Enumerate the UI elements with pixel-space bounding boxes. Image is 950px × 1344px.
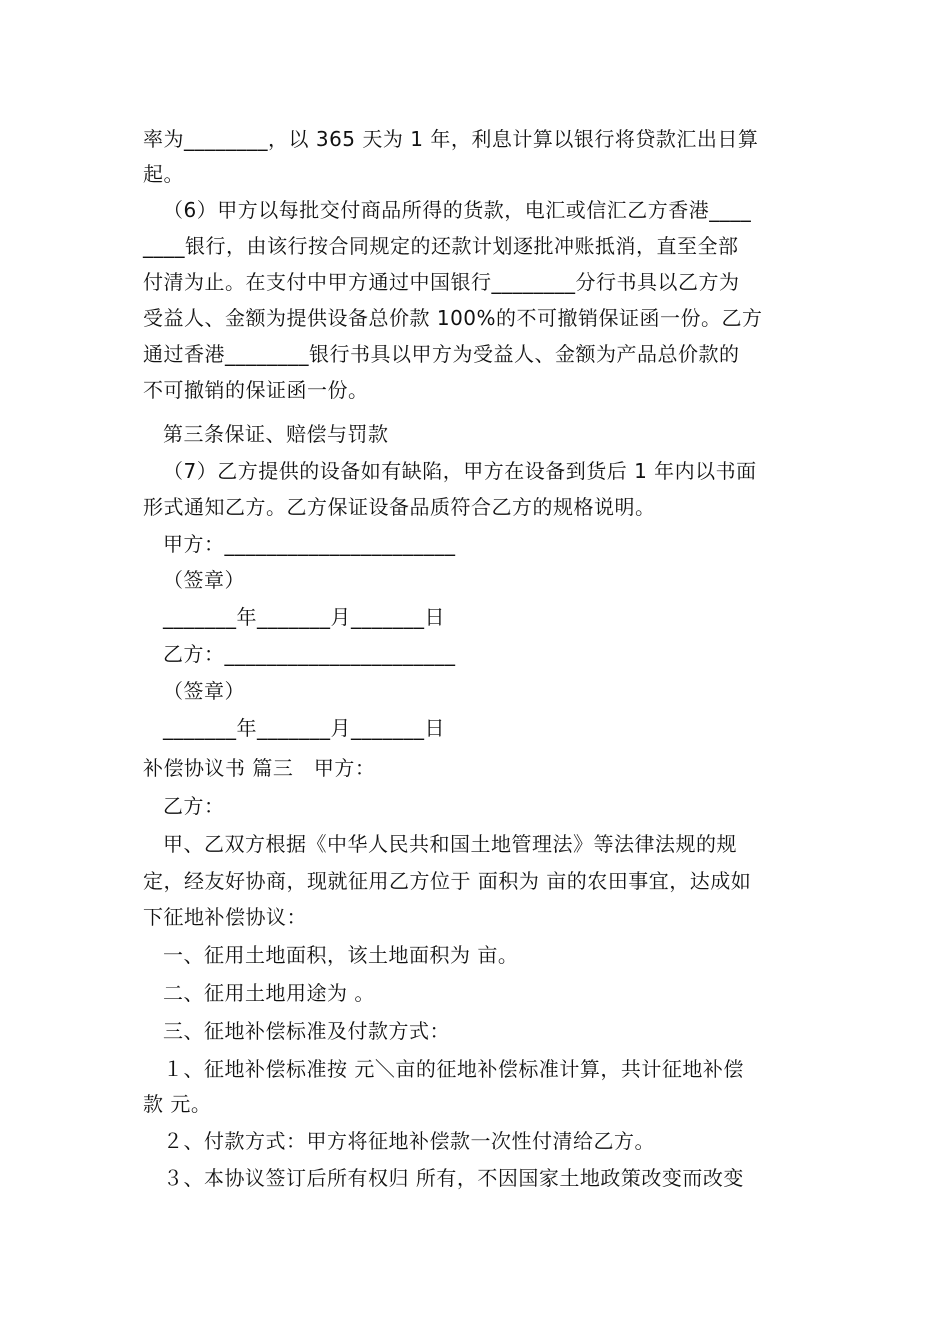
text-line: 二、征用土地用途为 。: [163, 981, 375, 1005]
date-line: _______年_______月_______日: [163, 605, 445, 629]
seal-label: （签章）: [163, 568, 245, 592]
text-line: 甲、乙双方根据《中华人民共和国土地管理法》等法律法规的规: [163, 832, 737, 856]
date-line: _______年_______月_______日: [163, 716, 445, 740]
text-line: 下征地补偿协议：: [143, 905, 307, 929]
text-line: 乙方：: [163, 794, 225, 818]
section-heading: 第三条保证、赔偿与罚款: [163, 422, 389, 446]
text-line: 通过香港________银行书具以甲方为受益人、金额为产品总价款的: [143, 342, 740, 366]
text-line: １、征地补偿标准按 元＼亩的征地补偿标准计算，共计征地补偿: [163, 1057, 744, 1081]
text-line: 定，经友好协商，现就征用乙方位于 面积为 亩的农田事宜，达成如: [143, 869, 752, 893]
seal-label: （签章）: [163, 679, 245, 703]
text-line: 付清为止。在支付中甲方通过中国银行________分行书具以乙方为: [143, 270, 740, 294]
text-line: 率为________，以 365 天为 1 年，利息计算以银行将贷款汇出日算: [143, 127, 759, 151]
text-line: 受益人、金额为提供设备总价款 100%的不可撤销保证函一份。乙方: [143, 306, 763, 330]
text-line: 款 元。: [143, 1092, 212, 1116]
text-line: 起。: [143, 162, 184, 186]
party-a-signature-line: 甲方：______________________: [163, 532, 456, 556]
text-line: （7）乙方提供的设备如有缺陷，甲方在设备到货后 1 年内以书面: [163, 459, 757, 483]
text-line: ２、付款方式：甲方将征地补偿款一次性付清给乙方。: [163, 1129, 655, 1153]
text-line: 不可撤销的保证函一份。: [143, 378, 369, 402]
text-line: 三、征地补偿标准及付款方式：: [163, 1019, 450, 1043]
text-line: ３、本协议签订后所有权归 所有，不因国家土地政策改变而改变: [163, 1166, 744, 1190]
text-line: 一、征用土地面积，该土地面积为 亩。: [163, 943, 519, 967]
text-line: ____银行，由该行按合同规定的还款计划逐批冲账抵消，直至全部: [143, 234, 739, 258]
section-title: 补偿协议书 篇三 甲方：: [143, 756, 376, 780]
text-line: 形式通知乙方。乙方保证设备品质符合乙方的规格说明。: [143, 495, 656, 519]
text-line: （6）甲方以每批交付商品所得的货款，电汇或信汇乙方香港____: [163, 198, 752, 222]
party-b-signature-line: 乙方：______________________: [163, 642, 456, 666]
